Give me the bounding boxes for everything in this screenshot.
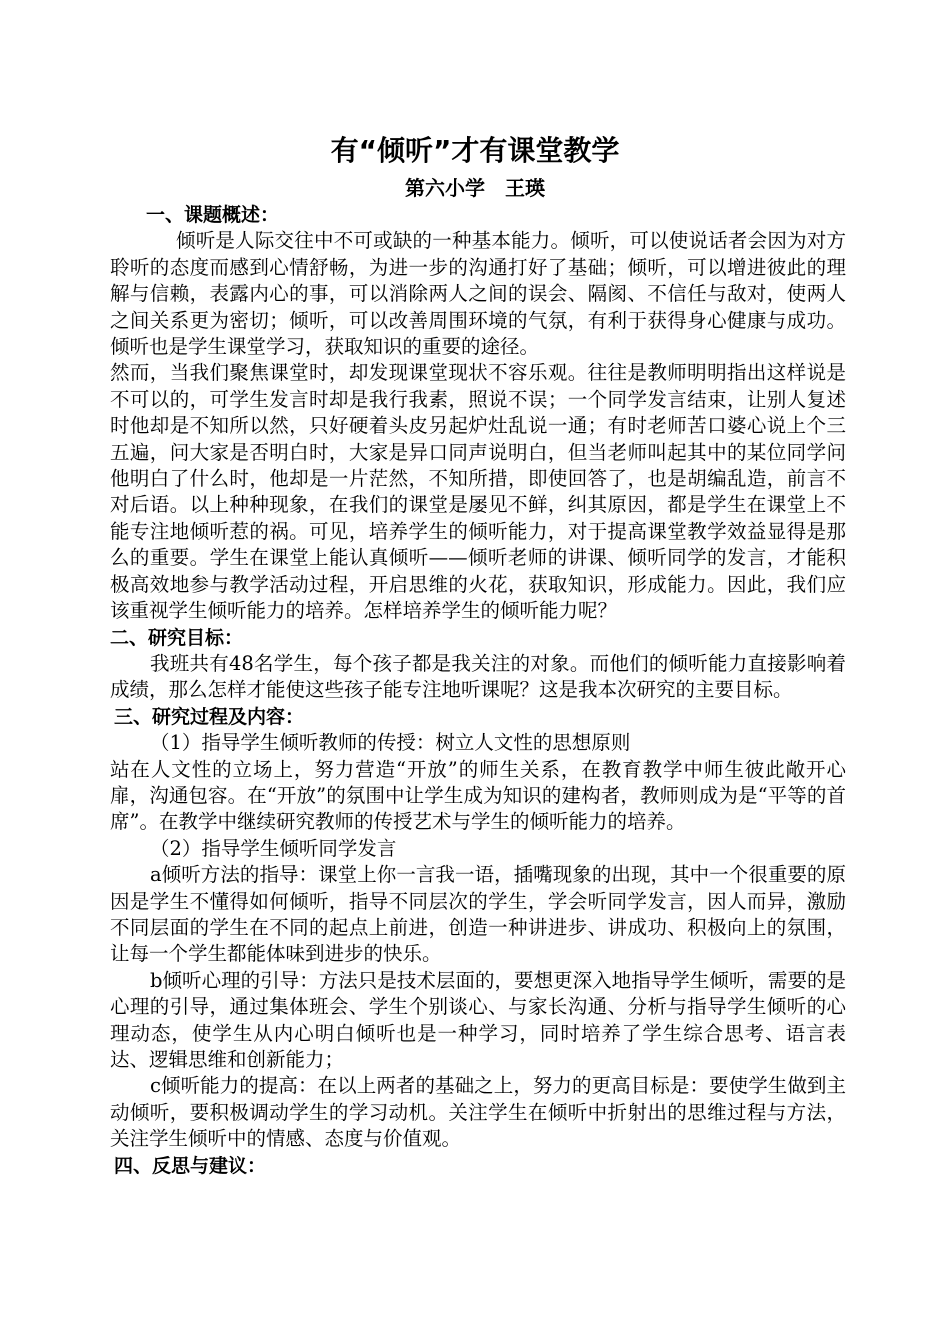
- section-heading-process: 三、研究过程及内容：: [114, 705, 305, 728]
- section-heading-reflection: 四、反思与建议：: [114, 1154, 267, 1177]
- paragraph: b倾听心理的引导：方法只是技术层面的，要想更深入地指导学生倾听，需要的是心理的引导，通过集体班会、学生个别谈心、与家长沟通、分析与指导学生倾听的心理动态，使学生从内心明白倾听也是一种学习，同时培养了学生综合思考、语言表达、逻辑思维和创新能力；: [110, 968, 846, 1071]
- document-body: [110, 202, 846, 1179]
- paragraph: c倾听能力的提高：在以上两者的基础之上，努力的更高目标是：要使学生做到主动倾听，要积极调动学生的学习动机。关注学生在倾听中折射出的思维过程与方法，关注学生倾听中的情感、态度与价值观。: [110, 1074, 846, 1151]
- paragraph: 站在人文性的立场上，努力营造“开放”的师生关系，在教育教学中师生彼此敞开心扉，沟通包容。在“开放”的氛围中让学生成为知识的建构者，教师则成为是“平等的首席”。在教学中继续研究教师的传授艺术与学生的倾听能力的培养。: [110, 757, 846, 834]
- subsection-heading: （1）指导学生倾听教师的传授：树立人文性的思想原则: [150, 731, 631, 755]
- subsection-heading: （2）指导学生倾听同学发言: [150, 836, 397, 860]
- author-line: 第六小学 王瑛: [405, 176, 545, 200]
- paragraph: 倾听是人际交往中不可或缺的一种基本能力。倾听，可以使说话者会因为对方聆听的态度而感到心情舒畅，为进一步的沟通打好了基础；倾听，可以增进彼此的理解与信赖，表露内心的事，可以消除两人之间的误会、隔阂、不信任与敌对，使两人之间关系更为密切；倾听，可以改善周围环境的气氛，有利于获得身心健康与成功。倾听也是学生课堂学习，获取知识的重要的途径。: [110, 229, 846, 359]
- document-title: 有“倾听”才有课堂教学: [330, 134, 620, 167]
- paragraph: a倾听方法的指导：课堂上你一言我一语，插嘴现象的出现，其中一个很重要的原因是学生不懂得如何倾听，指导不同层次的学生，学会听同学发言，因人而异，激励不同层面的学生在不同的起点上前进，创造一种讲进步、讲成功、积极向上的氛围，让每一个学生都能体味到进步的快乐。: [110, 863, 846, 966]
- section-heading-overview: 一、课题概述：: [146, 204, 280, 226]
- paragraph: 然而，当我们聚焦课堂时，却发现课堂现状不容乐观。往往是教师明明指出这样说是不可以的，可学生发言时却是我行我素，照说不误；一个同学发言结束，让别人复述时他却是不知所以然，只好硬着头皮另起炉灶乱说一通；有时老师苦口婆心说上个三五遍，问大家是否明白时，大家是异口同声说明白，但当老师叫起其中的某位同学问他明白了什么时，他却是一片茫然，不知所措，即使回答了，也是胡编乱造，前言不对后语。以上种种现象，在我们的课堂是屡见不鲜，纠其原因，都是学生在课堂上不能专注地倾听惹的祸。可见，培养学生的倾听能力，对于提高课堂教学效益显得是那么的重要。学生在课堂上能认真倾听——倾听老师的讲课、倾听同学的发言，才能积极高效地参与教学活动过程，开启思维的火花，获取知识，形成能力。因此，我们应该重视学生倾听能力的培养。怎样培养学生的倾听能力呢？: [110, 361, 846, 623]
- section-heading-goals: 二、研究目标：: [110, 626, 244, 649]
- paragraph: 我班共有48名学生，每个孩子都是我关注的对象。而他们的倾听能力直接影响着成绩，那么怎样才能使这些孩子能专注地听课呢？这是我本次研究的主要目标。: [110, 651, 846, 702]
